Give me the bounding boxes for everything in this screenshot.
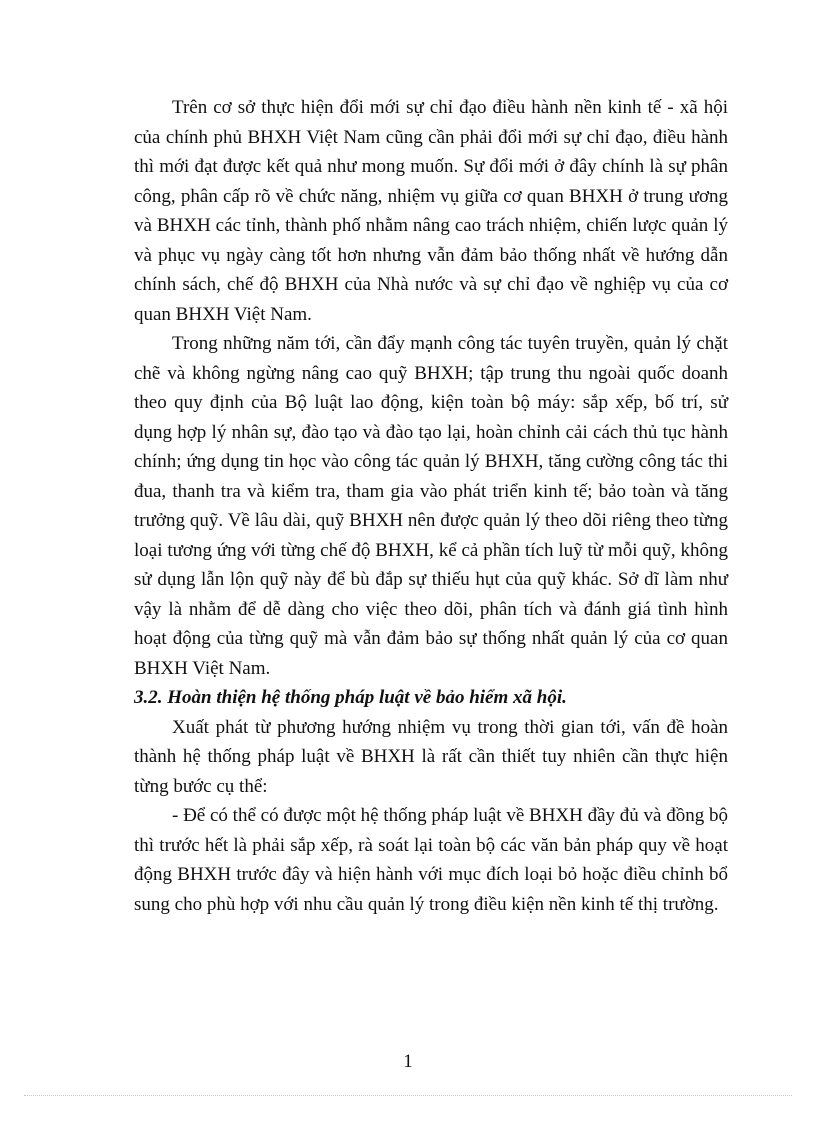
page-number: 1 [403,1051,413,1072]
paragraph-intro: Trên cơ sở thực hiện đổi mới sự chỉ đạo điều hành nền kinh tế - xã hội của chính phủ BHXH Việt Nam cũng cần phải đổi mới sự chỉ đạo, điều hành thì mới đạt được kết quả như mong muốn. Sự đổi mới ở đây chính là sự phân công, phân cấp rõ về chức năng, nhiệm vụ giữa cơ quan BHXH ở trung ương và BHXH các tỉnh, thành phố nhằm nâng cao trách nhiệm, chiến lược quản lý và phục vụ ngày càng tốt hơn nhưng vẫn đảm bảo thống nhất về hướng dẫn chính sách, chế độ BHXH của Nhà nước và sự chỉ đạo về nghiệp vụ của cơ quan BHXH Việt Nam. [134,97,728,325]
footer-divider [24,1095,792,1096]
paragraph-section-bullet: - Để có thể có được một hệ thống pháp luật về BHXH đầy đủ và đồng bộ thì trước hết là phải sắp xếp, rà soát lại toàn bộ các văn bản pháp quy về hoạt động BHXH trước đây và hiện hành với mục đích loại bỏ hoặc điều chỉnh bổ sung cho phù hợp với nhu cầu quản lý trong điều kiện nền kinh tế thị trường. [134,805,728,915]
paragraph-coming-years: Trong những năm tới, cần đẩy mạnh công tác tuyên truyền, quản lý chặt chẽ và không ngừng nâng cao quỹ BHXH; tập trung thu ngoài quốc doanh theo quy định của Bộ luật lao động, kiện toàn bộ máy: sắp xếp, bố trí, sử dụng hợp lý nhân sự, đào tạo và đào tạo lại, hoàn chỉnh cải cách thủ tục hành chính; ứng dụng tin học vào công tác quản lý BHXH, tăng cường công tác thi đua, thanh tra và kiểm tra, tham gia vào phát triển kinh tế; bảo toàn và tăng trưởng quỹ. Về lâu dài, quỹ BHXH nên được quản lý theo dõi riêng theo từng loại tương ứng với từng chế độ BHXH, kể cả phần tích luỹ từ mỗi quỹ, không sử dụng lẫn lộn quỹ này để bù đắp sự thiếu hụt của quỹ khác. Sở dĩ làm như vậy là nhằm để dễ dàng cho việc theo dõi, phân tích và đánh giá tình hình hoạt động của từng quỹ mà vẫn đảm bảo sự thống nhất quản lý của cơ quan BHXH Việt Nam. [134,333,728,679]
section-heading: 3.2. Hoàn thiện hệ thống pháp luật về bảo hiểm xã hội. [134,687,567,708]
paragraph-section-intro: Xuất phát từ phương hướng nhiệm vụ trong thời gian tới, vấn đề hoàn thành hệ thống pháp luật về BHXH là rất cần thiết tuy nhiên cần thực hiện từng bước cụ thể: [134,716,728,797]
body-text [134,93,728,919]
